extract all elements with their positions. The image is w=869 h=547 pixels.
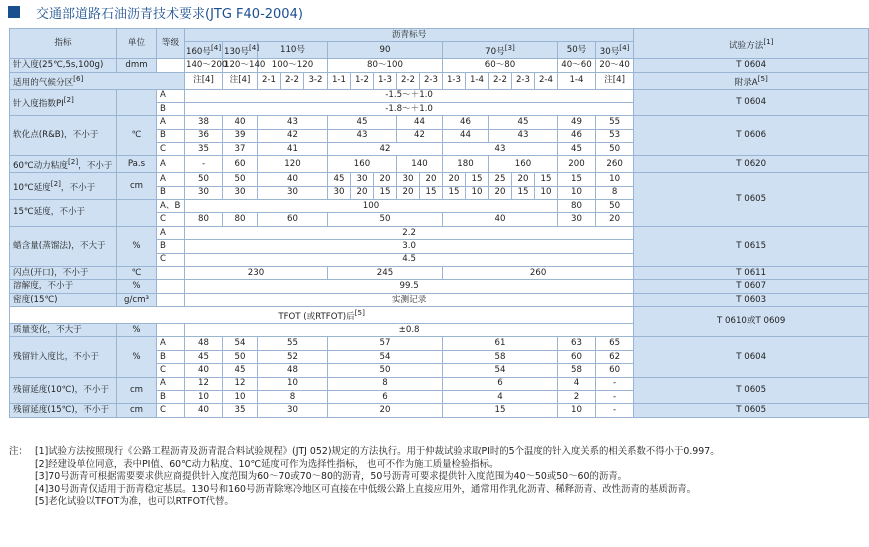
cell: 20 <box>420 173 443 186</box>
cell: 46 <box>558 129 596 142</box>
cell: 60 <box>223 156 258 173</box>
row-grade: C <box>157 143 185 156</box>
cell: 245 <box>328 267 443 280</box>
note-text: [1]试验方法按照现行《公路工程沥青及沥青混合料试验规程》(JTJ 052)规定的方法执行。用于仲裁试验求取PI时的5个温度的针入度关系的相关系数不得小于0.997。 <box>35 446 720 457</box>
row-method: T 0603 <box>634 293 869 306</box>
row-method: T 0604 <box>634 337 869 377</box>
cell: 50 <box>223 350 258 363</box>
row-grade: C <box>157 364 185 377</box>
cell: 80 <box>558 200 596 213</box>
cell: 2.2 <box>185 226 634 239</box>
cell: 40 <box>185 364 223 377</box>
cell: 12 <box>185 377 223 390</box>
row-label: 适用的气候分区[6] <box>10 72 185 89</box>
cell: 30 <box>258 404 328 417</box>
cell: 42 <box>258 129 328 142</box>
cell: 实测记录 <box>185 293 634 306</box>
cell: 1-3 <box>374 72 397 89</box>
cell: 57 <box>328 337 443 350</box>
cell: 30 <box>258 186 328 199</box>
row-method: T 0606 <box>634 116 869 156</box>
cell: 40 <box>223 116 258 129</box>
cell: 43 <box>328 129 397 142</box>
cell: 260 <box>443 267 634 280</box>
row-unit: ℃ <box>117 116 157 156</box>
cell: 15 <box>374 186 397 199</box>
cell: 48 <box>185 337 223 350</box>
cell: 25 <box>489 173 512 186</box>
cell: 42 <box>328 143 443 156</box>
cell: 20～40 <box>596 59 634 72</box>
row-unit: g/cm³ <box>117 293 157 306</box>
row-label: 残留针入度比，不小于 <box>10 337 117 377</box>
cell: 2-1 <box>258 72 281 89</box>
title-bar <box>8 2 303 22</box>
row-label: 针入度指数PI[2] <box>10 89 117 116</box>
cell: 39 <box>223 129 258 142</box>
cell: 4 <box>443 391 558 404</box>
cell: 37 <box>223 143 258 156</box>
cell: 50 <box>185 173 223 186</box>
row-unit: dmm <box>117 59 157 72</box>
cell: 10 <box>223 391 258 404</box>
row-unit <box>117 89 157 116</box>
cell: 50 <box>328 213 443 226</box>
cell: 38 <box>185 116 223 129</box>
row-unit: % <box>117 226 157 266</box>
cell: -1.8～＋1.0 <box>185 102 634 115</box>
row-method: T 0620 <box>634 156 869 173</box>
cell: 55 <box>596 116 634 129</box>
row-method: T 0611 <box>634 267 869 280</box>
tfot-label: TFOT (或RTFOT)后[5] <box>10 307 634 324</box>
cell: 30 <box>223 186 258 199</box>
cell: 44 <box>443 129 489 142</box>
cell: 20 <box>489 186 512 199</box>
cell: 8 <box>328 377 443 390</box>
cell: - <box>185 156 223 173</box>
cell: 80 <box>185 213 223 226</box>
row-grade: B <box>157 102 185 115</box>
note-4 <box>9 484 802 497</box>
cell: 50 <box>223 173 258 186</box>
note-2 <box>9 459 802 472</box>
cell: 99.5 <box>185 280 634 293</box>
cell: 4.5 <box>185 253 634 266</box>
row-method: T 0610或T 0609 <box>634 307 869 337</box>
row-grade: A <box>157 173 185 186</box>
row-label: 蜡含量(蒸馏法)，不大于 <box>10 226 117 266</box>
row-density <box>10 293 869 306</box>
cell: 30 <box>185 186 223 199</box>
cell: 2-3 <box>420 72 443 89</box>
cell: 60 <box>558 350 596 363</box>
cell: 10 <box>558 186 596 199</box>
cell: 160 <box>489 156 558 173</box>
row-label: 质量变化，不大于 <box>10 324 117 337</box>
row-grade: C <box>157 404 185 417</box>
row-unit: cm <box>117 173 157 200</box>
cell: 10 <box>535 186 558 199</box>
cell: 40～60 <box>558 59 596 72</box>
cell: 注[4] <box>185 72 223 89</box>
row-unit: cm <box>117 404 157 417</box>
row-unit: Pa.s <box>117 156 157 173</box>
cell: 80～100 <box>328 59 443 72</box>
row-grade: A <box>157 226 185 239</box>
note-text: [4]30号沥青仅适用于沥青稳定基层。130号和160号沥青除寒冷地区可直接在中低级公路上直接应用外，通常用作乳化沥青、稀释沥青、改性沥青的基质沥青。 <box>35 483 697 495</box>
cell: 58 <box>558 364 596 377</box>
cell: 2-2 <box>397 72 420 89</box>
row-label: 60℃动力粘度[2]，不小于 <box>10 156 117 173</box>
row-unit: % <box>117 324 157 337</box>
row-method: T 0605 <box>634 404 869 417</box>
row-label: 闪点(开口)，不小于 <box>10 267 117 280</box>
row-label: 溶解度，不小于 <box>10 280 117 293</box>
note-text: [2]经建设单位同意，表中PI值、60℃动力粘度、10℃延度可作为选择性指标， 也可不作为施工质量检验指标。 <box>35 458 499 470</box>
row-grade: A <box>157 377 185 390</box>
cell: 1-4 <box>466 72 489 89</box>
row-grade: A <box>157 156 185 173</box>
cell: 180 <box>443 156 489 173</box>
row-label: 密度(15℃) <box>10 293 117 306</box>
cell: 40 <box>258 173 328 186</box>
row-penetration <box>10 59 869 72</box>
spec-table <box>9 28 869 418</box>
row-grade: B <box>157 391 185 404</box>
cell: 30 <box>397 173 420 186</box>
cell: 61 <box>443 337 558 350</box>
row-grade: C <box>157 213 185 226</box>
row-method: T 0604 <box>634 89 869 116</box>
cell: 30 <box>328 186 351 199</box>
row-unit: % <box>117 337 157 377</box>
cell: 20 <box>374 173 397 186</box>
row-method: T 0605 <box>634 377 869 404</box>
cell: 10 <box>466 186 489 199</box>
cell: -1.5～＋1.0 <box>185 89 634 102</box>
note-1 <box>9 446 802 459</box>
row-grade: A、B <box>157 200 185 213</box>
cell: 230 <box>185 267 328 280</box>
cell: 65 <box>596 337 634 350</box>
row-grade: A <box>157 116 185 129</box>
row-grade: B <box>157 240 185 253</box>
cell: 45 <box>223 364 258 377</box>
cell: 80 <box>223 213 258 226</box>
cell: 30 <box>558 213 596 226</box>
header-indicator: 指标 <box>10 29 117 59</box>
cell: 52 <box>258 350 328 363</box>
row-zone <box>10 72 869 89</box>
row-wax-a <box>10 226 869 239</box>
spec-table-wrap <box>9 28 802 418</box>
cell: 53 <box>596 129 634 142</box>
cell: 54 <box>443 364 558 377</box>
cell: 260 <box>596 156 634 173</box>
cell: 8 <box>596 186 634 199</box>
cell: 15 <box>558 173 596 186</box>
cell: 62 <box>596 350 634 363</box>
cell: 注[4] <box>223 72 258 89</box>
cell: 55 <box>258 337 328 350</box>
cell: 40 <box>443 213 558 226</box>
cell: 43 <box>258 116 328 129</box>
header-grade: 等级 <box>157 29 185 59</box>
cell: 100～120 <box>258 59 328 72</box>
cell: 60 <box>596 364 634 377</box>
cell: 8 <box>258 391 328 404</box>
cell: 48 <box>258 364 328 377</box>
row-grade: B <box>157 186 185 199</box>
row-retained-d10-a <box>10 377 869 390</box>
grade-70: 70号[3] <box>443 42 558 59</box>
header-group: 沥青标号 <box>185 29 634 42</box>
cell: 2-4 <box>535 72 558 89</box>
cell: 54 <box>223 337 258 350</box>
row-method: T 0615 <box>634 226 869 266</box>
cell: ±0.8 <box>185 324 634 337</box>
row-grade <box>157 267 185 280</box>
cell: 2-2 <box>281 72 304 89</box>
row-grade <box>157 293 185 306</box>
row-unit: ℃ <box>117 267 157 280</box>
cell: 35 <box>223 404 258 417</box>
cell: 35 <box>185 143 223 156</box>
row-retained-pen-a <box>10 337 869 350</box>
cell: 200 <box>558 156 596 173</box>
cell: 60 <box>258 213 328 226</box>
cell: 40 <box>185 404 223 417</box>
cell: 120 <box>258 156 328 173</box>
row-method: T 0607 <box>634 280 869 293</box>
cell: 50 <box>596 200 634 213</box>
grade-130: 130号[4] <box>224 43 260 58</box>
cell: 45 <box>489 116 558 129</box>
cell: 43 <box>443 143 558 156</box>
cell: - <box>596 377 634 390</box>
row-unit: % <box>117 280 157 293</box>
cell: 63 <box>558 337 596 350</box>
row-grade <box>157 59 185 72</box>
cell: 54 <box>328 350 443 363</box>
note-5 <box>9 496 802 509</box>
note-text: [3]70号沥青可根据需要要求供应商提供针入度范围为60～70或70～80的沥青，50号沥青可要求提供针入度范围为40～50或50～60的沥青。 <box>35 471 627 483</box>
cell: - <box>596 404 634 417</box>
row-label: 15℃延度，不小于 <box>10 200 117 227</box>
cell: 50 <box>328 364 443 377</box>
cell: 10 <box>258 377 328 390</box>
cell: 6 <box>443 377 558 390</box>
cell: 100 <box>185 200 558 213</box>
grade-110: 110号 <box>258 42 328 59</box>
cell: 45 <box>328 116 397 129</box>
cell: 45 <box>558 143 596 156</box>
row-grade: A <box>157 89 185 102</box>
cell: 49 <box>558 116 596 129</box>
cell: 6 <box>328 391 443 404</box>
cell: 60～80 <box>443 59 558 72</box>
row-label: 残留延度(10℃)，不小于 <box>10 377 117 404</box>
row-grade <box>157 280 185 293</box>
cell: 20 <box>512 173 535 186</box>
cell: 140～200 <box>185 59 223 72</box>
cell: 46 <box>443 116 489 129</box>
title-marker <box>8 6 20 18</box>
note-text: [5]老化试验以TFOT为准，也可以RTFOT代替。 <box>35 496 234 508</box>
cell: 3-2 <box>304 72 328 89</box>
row-tfot <box>10 307 869 324</box>
row-softening-a <box>10 116 869 129</box>
header-method: 试验方法[1] <box>634 29 869 59</box>
cell: 4 <box>558 377 596 390</box>
cell: 10 <box>185 391 223 404</box>
page-title: 交通部道路石油沥青技术要求(JTG F40-2004) <box>36 6 303 22</box>
cell: 1-1 <box>328 72 351 89</box>
header-row-1 <box>10 29 869 42</box>
cell: 15 <box>466 173 489 186</box>
row-unit: cm <box>117 377 157 404</box>
row-label: 残留延度(15℃)，不小于 <box>10 404 117 417</box>
cell: 42 <box>397 129 443 142</box>
row-duct10-a <box>10 173 869 186</box>
cell: 30 <box>351 173 374 186</box>
row-grade: B <box>157 350 185 363</box>
row-grade: A <box>157 337 185 350</box>
cell: 注[4] <box>596 72 634 89</box>
cell: 15 <box>443 404 558 417</box>
cell: 15 <box>535 173 558 186</box>
row-grade: C <box>157 253 185 266</box>
cell: 10 <box>596 173 634 186</box>
cell: 160 <box>328 156 397 173</box>
row-label: 10℃延度[2]，不小于 <box>10 173 117 200</box>
cell: 20 <box>351 186 374 199</box>
cell: 3.0 <box>185 240 634 253</box>
row-label: 针入度(25℃,5s,100g) <box>10 59 117 72</box>
row-label: 软化点(R&B)，不小于 <box>10 116 117 156</box>
cell: 10 <box>558 404 596 417</box>
cell: 1-2 <box>351 72 374 89</box>
cell: 15 <box>512 186 535 199</box>
cell: 2-3 <box>512 72 535 89</box>
row-flash <box>10 267 869 280</box>
cell: 41 <box>258 143 328 156</box>
cell: 43 <box>489 129 558 142</box>
cell: 20 <box>596 213 634 226</box>
cell: 36 <box>185 129 223 142</box>
row-method: T 0604 <box>634 59 869 72</box>
cell: 20 <box>328 404 443 417</box>
cell: 1-3 <box>443 72 466 89</box>
cell: 1-4 <box>558 72 596 89</box>
cell: 140 <box>397 156 443 173</box>
grade-30: 30号[4] <box>596 42 634 59</box>
grade-50: 50号 <box>558 42 596 59</box>
note-3 <box>9 471 802 484</box>
row-unit <box>117 200 157 227</box>
cell: 45 <box>328 173 351 186</box>
notes <box>9 446 802 509</box>
row-grade: B <box>157 129 185 142</box>
row-grade <box>157 324 185 337</box>
cell: 2 <box>558 391 596 404</box>
cell: 15 <box>420 186 443 199</box>
header-unit: 单位 <box>117 29 157 59</box>
cell: - <box>596 391 634 404</box>
row-solubility <box>10 280 869 293</box>
grade-90: 90 <box>328 42 443 59</box>
cell: 45 <box>185 350 223 363</box>
row-viscosity <box>10 156 869 173</box>
row-pi-a <box>10 89 869 102</box>
row-method: T 0605 <box>634 173 869 227</box>
cell: 2-2 <box>489 72 512 89</box>
row-retained-d15 <box>10 404 869 417</box>
cell: 58 <box>443 350 558 363</box>
cell: 15 <box>443 186 466 199</box>
cell: 12 <box>223 377 258 390</box>
cell: 20 <box>443 173 466 186</box>
cell: 20 <box>397 186 420 199</box>
cell: 44 <box>397 116 443 129</box>
row-method: 附录A[5] <box>634 72 869 89</box>
note-prefix: 注： <box>9 446 28 457</box>
grade-160: 160号[4] <box>186 43 222 58</box>
cell: 50 <box>596 143 634 156</box>
cell: 120～140 <box>223 59 258 72</box>
